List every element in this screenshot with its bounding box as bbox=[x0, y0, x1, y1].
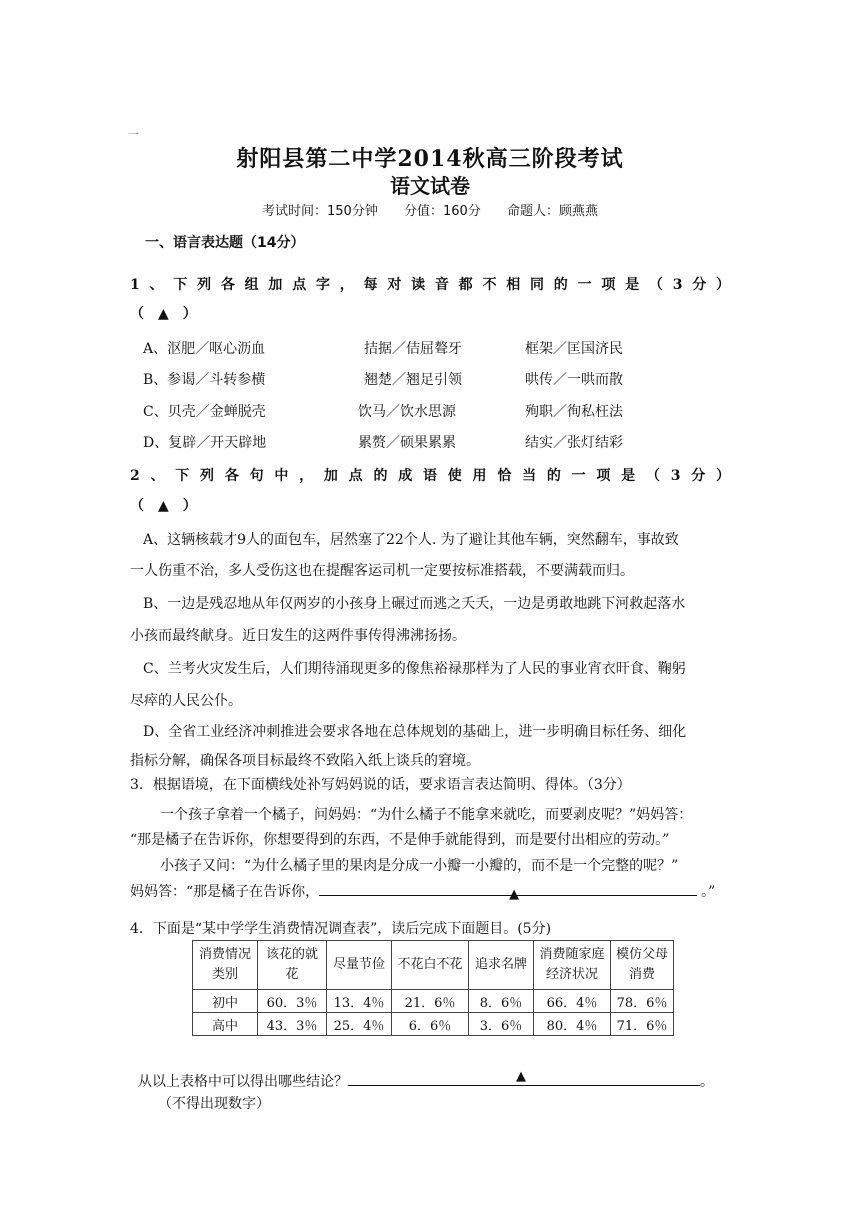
column-header bbox=[469, 941, 534, 990]
q2-option-b-line2: 小孩而最终献身。近日发生的这两件事传得沸沸扬扬。 bbox=[130, 628, 466, 644]
q4-triangle-mark: ▲ bbox=[516, 1069, 526, 1084]
table-cell: 60．3％ bbox=[258, 990, 327, 1013]
corner-mark: 一 bbox=[128, 128, 139, 141]
q1-option-c-1: C、贝壳／金蝉脱壳 bbox=[143, 404, 266, 420]
table-cell: 8．6％ bbox=[469, 990, 534, 1013]
table-corner-cell bbox=[193, 941, 258, 990]
q4-answer-blank[interactable] bbox=[348, 1071, 700, 1086]
row-label: 高中 bbox=[193, 1013, 258, 1036]
exam-time: 考试时间：150分钟 bbox=[262, 204, 378, 219]
q4-end-mark: 。 bbox=[700, 1074, 714, 1090]
section-heading: 一、语言表达题（14分） bbox=[145, 235, 305, 251]
q2-option-c-line1: C、兰考火灾发生后，人们期待涌现更多的像焦裕禄那样为了人民的事业宵衣旰食、鞠躬 bbox=[143, 661, 686, 677]
q3-para-3: 小孩子又问：“为什么橘子里的果肉是分成一小瓣一小瓣的，而不是一个完整的呢？” bbox=[160, 858, 679, 874]
consumption-survey-table bbox=[192, 940, 674, 1036]
q1-option-a-1: A、沤肥／呕心沥血 bbox=[143, 341, 266, 357]
column-header bbox=[534, 941, 611, 990]
table-row bbox=[193, 1013, 674, 1036]
q1-option-d-2: 累赘／硕果累累 bbox=[358, 435, 456, 451]
column-header bbox=[611, 941, 674, 990]
q3-end-quote: 。” bbox=[701, 884, 716, 900]
table-cell: 71．6％ bbox=[611, 1013, 674, 1036]
q2-option-c-line2: 尽瘁的人民公仆。 bbox=[130, 693, 242, 709]
table-cell: 3．6％ bbox=[469, 1013, 534, 1036]
q4-stem: 4．下面是“某中学学生消费情况调查表”，读后完成下面题目。(5分) bbox=[130, 921, 552, 937]
q1-option-d-3: 结实／张灯结彩 bbox=[525, 435, 623, 451]
column-header bbox=[327, 941, 392, 990]
column-header-label: 不花白不花 bbox=[397, 957, 463, 972]
corner-line-2: 类别 bbox=[211, 967, 238, 982]
q1-option-b-3: 哄传／一哄而散 bbox=[525, 372, 623, 388]
q1-option-b-1: B、参谒／斗转参横 bbox=[143, 372, 266, 388]
q1-option-c-3: 殉职／徇私枉法 bbox=[525, 404, 623, 420]
q2-answer-slot: （ ▲ ） bbox=[130, 498, 197, 514]
column-header-label: 该花的就花 bbox=[265, 947, 318, 982]
q1-stem: 1、下列各组加点字，每对读音都不相同的一项是（3分） bbox=[130, 277, 730, 293]
q4-ask-line bbox=[138, 1071, 714, 1091]
table-cell: 6．6％ bbox=[392, 1013, 469, 1036]
q2-option-a-line1: A、这辆核载才9人的面包车，居然塞了22个人. 为了避让其他车辆，突然翻车，事故致 bbox=[143, 532, 679, 548]
q1-option-d-1: D、复辟／开天辟地 bbox=[143, 435, 267, 451]
q2-option-d-line1: D、全省工业经济冲刺推进会要求各地在总体规划的基础上，进一步明确目标任务、细化 bbox=[143, 724, 687, 740]
table-cell: 66．4％ bbox=[534, 990, 611, 1013]
q3-para-4-text: 妈妈答：“那是橘子在告诉你， bbox=[130, 884, 320, 900]
q3-stem: 3．根据语境，在下面横线处补写妈妈说的话，要求语言表达简明、得体。（3分） bbox=[130, 777, 631, 793]
q1-option-b-2: 翘楚／翘足引领 bbox=[364, 372, 462, 388]
column-header-label: 经济状况 bbox=[545, 967, 598, 982]
table-header-row bbox=[193, 941, 674, 990]
q3-para-4 bbox=[130, 876, 715, 908]
exam-subtitle: 语文试卷 bbox=[390, 174, 470, 198]
q3-para-1: 一个孩子拿着一个橘子，问妈妈：“为什么橘子不能拿来就吃，而要剥皮呢？”妈妈答： bbox=[160, 807, 693, 823]
table-cell: 13．4％ bbox=[327, 990, 392, 1013]
column-header-label: 消费随家庭 bbox=[539, 947, 605, 962]
q2-option-b-line1: B、一边是残忍地从年仅两岁的小孩身上碾过而逃之夭夭，一边是勇敢地跳下河救起落水 bbox=[143, 596, 686, 612]
q4-ask-text: 从以上表格中可以得出哪些结论？ bbox=[138, 1074, 348, 1090]
q1-option-c-2: 饮马／饮水思源 bbox=[358, 404, 456, 420]
table-row bbox=[193, 990, 674, 1013]
column-header-label: 尽量节俭 bbox=[332, 957, 385, 972]
q2-stem: 2、下列各句中，加点的成语使用恰当的一项是（3分） bbox=[130, 468, 730, 484]
exam-author: 命题人：顾燕燕 bbox=[506, 204, 598, 219]
q4-note: （不得出现数字） bbox=[158, 1096, 270, 1112]
row-label: 初中 bbox=[193, 990, 258, 1013]
table-cell: 21．6％ bbox=[392, 990, 469, 1013]
column-header-label: 消费 bbox=[628, 967, 655, 982]
q3-answer-blank[interactable] bbox=[319, 881, 697, 902]
q1-option-a-3: 框架／匡国济民 bbox=[525, 341, 623, 357]
column-header bbox=[258, 941, 327, 990]
q1-option-a-2: 拮据／佶屈聱牙 bbox=[364, 341, 462, 357]
table-cell: 43．3％ bbox=[258, 1013, 327, 1036]
table-cell: 25．4％ bbox=[327, 1013, 392, 1036]
q2-option-a-line2: 一人伤重不治，多人受伤这也在提醒客运司机一定要按标准搭载，不要满载而归。 bbox=[130, 563, 634, 579]
table-cell: 80．4％ bbox=[534, 1013, 611, 1036]
exam-score: 分值：160分 bbox=[403, 204, 481, 219]
q3-triangle-mark: ▲ bbox=[509, 887, 520, 902]
column-header bbox=[392, 941, 469, 990]
q1-answer-slot: （ ▲ ） bbox=[130, 306, 197, 322]
table-cell: 78．6％ bbox=[611, 990, 674, 1013]
column-header-label: 模仿父母 bbox=[615, 947, 668, 962]
exam-title: 射阳县第二中学2014秋高三阶段考试 bbox=[236, 146, 624, 172]
column-header-label: 追求名牌 bbox=[474, 957, 527, 972]
exam-info bbox=[262, 200, 620, 219]
corner-line-1: 消费情况 bbox=[198, 947, 251, 962]
q3-para-2: “那是橘子在告诉你，你想要得到的东西，不是伸手就能得到，而是要付出相应的劳动。” bbox=[130, 832, 670, 848]
q2-option-d-line2: 指标分解，确保各项目标最终不致陷入纸上谈兵的窘境。 bbox=[130, 753, 480, 769]
